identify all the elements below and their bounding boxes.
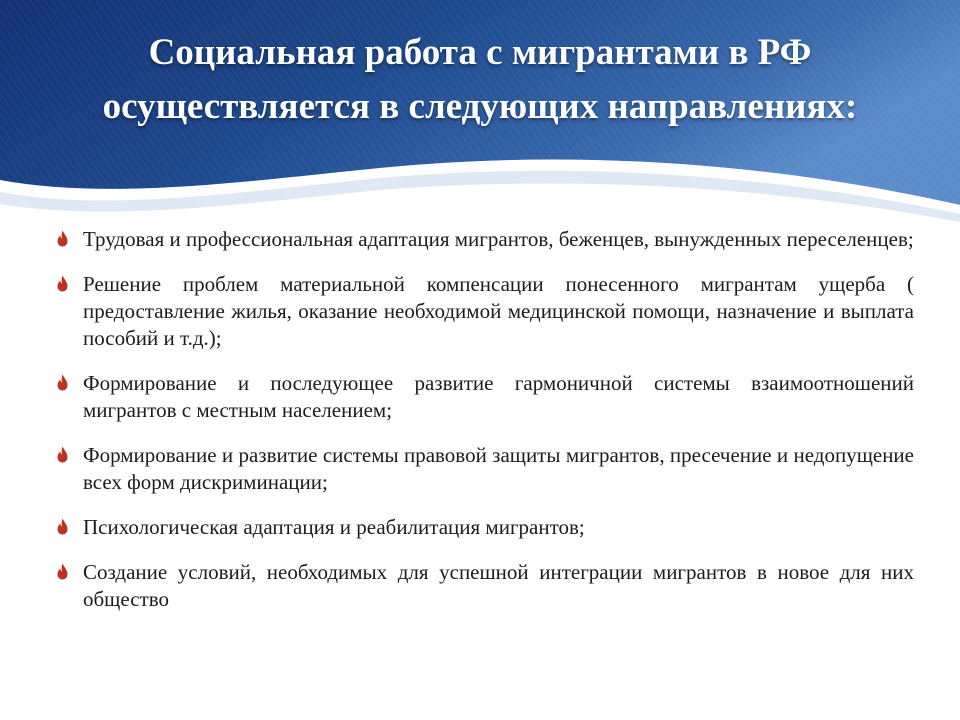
list-item	[56, 226, 914, 253]
flame-bullet-icon	[56, 374, 69, 391]
list-item-text: Создание условий, необходимых для успешной интеграции мигрантов в новое для них общество	[83, 560, 914, 611]
flame-bullet-icon	[56, 518, 69, 535]
list-item-text: Трудовая и профессиональная адаптация мигрантов, беженцев, вынужденных переселенцев;	[83, 227, 914, 251]
list-item	[56, 559, 914, 613]
bullet-list	[56, 226, 914, 613]
list-item-text: Решение проблем материальной компенсации понесенного мигрантам ущерба ( предоставление жилья, оказание необходимой медицинской помощи, назначение и выплата пособий и т.д.);	[83, 272, 914, 350]
list-item-text: Психологическая адаптация и реабилитация мигрантов;	[83, 515, 585, 539]
flame-bullet-icon	[56, 275, 69, 292]
list-item	[56, 370, 914, 424]
flame-bullet-icon	[56, 563, 69, 580]
list-item	[56, 271, 914, 352]
list-item-text: Формирование и развитие системы правовой защиты мигрантов, пресечение и недопущение всех форм дискриминации;	[83, 443, 914, 494]
list-item	[56, 442, 914, 496]
list-item-text: Формирование и последующее развитие гармоничной системы взаимоотношений мигрантов с местным населением;	[83, 371, 914, 422]
slide-title: Социальная работа с мигрантами в РФ осуществляется в следующих направлениях:	[102, 32, 858, 127]
list-item	[56, 514, 914, 541]
flame-bullet-icon	[56, 446, 69, 463]
flame-bullet-icon	[56, 230, 69, 247]
